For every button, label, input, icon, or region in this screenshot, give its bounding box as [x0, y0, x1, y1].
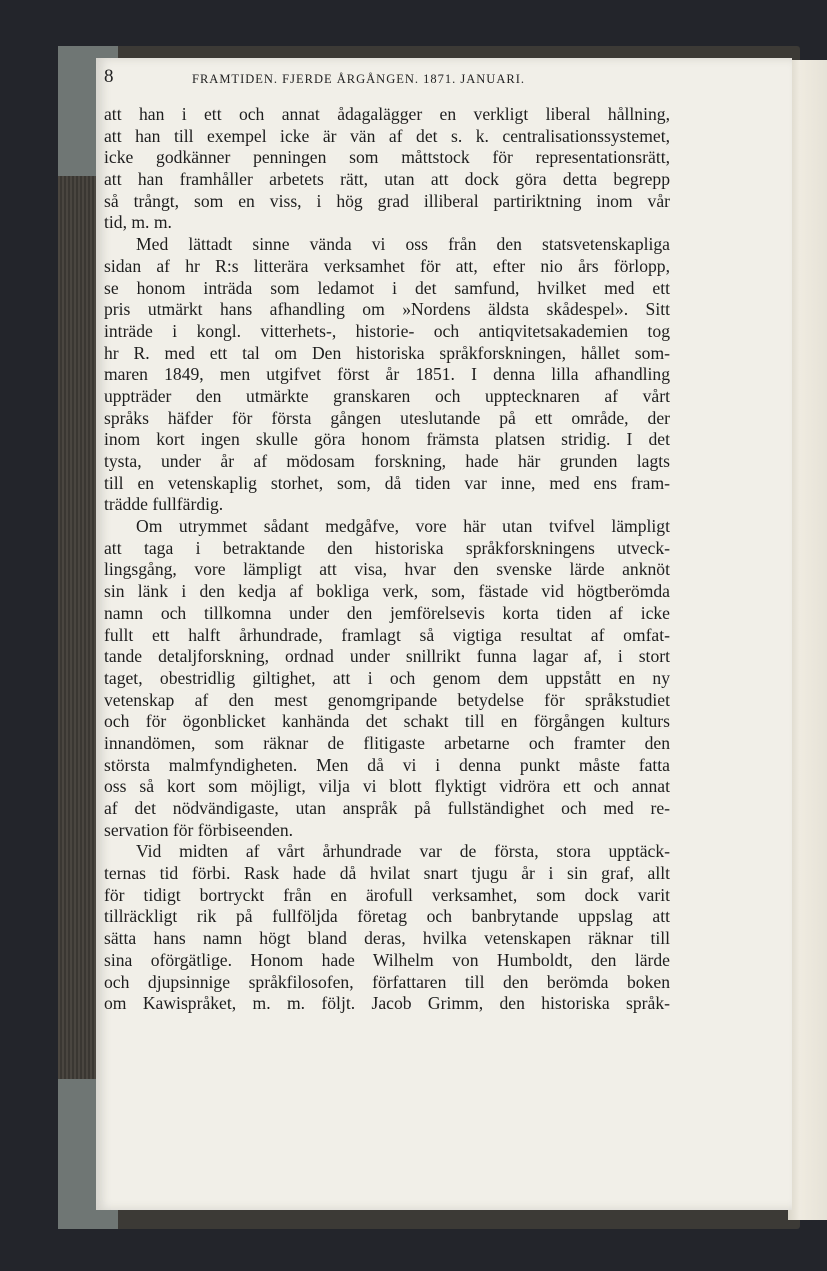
text-line: hr R. med ett tal om Den historiska språkforskningen, hållet som- [104, 342, 670, 363]
text-line: sina oförgätlige. Honom hade Wilhelm von Humboldt, den lärde [104, 949, 670, 970]
text-line: tid, m. m. [104, 212, 172, 233]
text-line: trädde fullfärdig. [104, 494, 224, 515]
text-line: namn och tillkomna under den jemförelsevis korta tiden af icke [104, 602, 670, 623]
text-line: maren 1849, men utgifvet först år 1851. I denna lilla afhandling [104, 364, 670, 385]
text-line: servation för förbiseenden. [104, 819, 294, 840]
text-line: af det nödvändigaste, utan anspråk på fullständighet och med re- [104, 798, 670, 818]
cover-edge [58, 46, 98, 1229]
text-line: så trångt, som en viss, i hög grad illiberal partiriktning inom vår [104, 190, 670, 211]
text-line: vetenskap af den mest genomgripande betydelse för språkstudiet [104, 689, 670, 710]
running-head: FRAMTIDEN. FJERDE ÅRGÅNGEN. 1871. JANUARI. [192, 72, 525, 86]
text-line: för tidigt bortryckt från en ärofull verksamhet, som dock varit [104, 884, 670, 905]
text-line: oss så kort som möjligt, vilja vi blott flyktigt vidröra ett och annat [104, 776, 670, 797]
text-line: sin länk i den kedja af bokliga verk, som, fästade vid högtberömda [104, 581, 670, 602]
text-line: inträde i kongl. vitterhets-, historie- och antiqvitetsakademien tog [104, 320, 670, 341]
text-line: tande detaljforskning, ordnad under snillrikt funna lagar af, i stort [104, 646, 670, 667]
text-line: innandömen, som räknar de flitigaste arbetarne och framter den [104, 732, 670, 753]
text-line: pris utmärkt hans afhandling om »Nordens äldsta skådespel». Sitt [104, 299, 670, 320]
text-line: Om utrymmet sådant medgåfve, vore här utan tvifvel lämpligt [136, 516, 670, 537]
text-line: att taga i betraktande den historiska språkforskningens utveck- [104, 537, 670, 558]
page-number: 8 [104, 66, 114, 87]
text-line: största malmfyndigheten. Men då vi i denna punkt måste fatta [104, 754, 670, 775]
text-line: om Kawispråket, m. m. följt. Jacob Grimm, den historiska språk- [104, 993, 670, 1014]
text-line: tysta, under år af mödosam forskning, hade här grunden lagts [104, 451, 670, 471]
text-line: uppträder den utmärkte granskaren och upptecknaren af vårt [104, 385, 670, 406]
text-line: att han till exempel icke är vän af det s. k. centralisationssystemet, [104, 125, 670, 146]
text-line: att han i ett och annat ådagalägger en verkligt liberal hållning, [104, 104, 670, 124]
text-line: sätta hans namn högt bland deras, hvilka vetenskapen räknar till [104, 928, 670, 949]
text-line: Vid midten af vårt århundrade var de första, stora upptäck- [136, 841, 670, 862]
text-line: ternas tid förbi. Rask hade då hvilat snart tjugu år i sin graf, allt [104, 863, 670, 884]
text-line: fullt ett halft århundrade, framlagt så vigtiga resultat af omfat- [104, 624, 670, 645]
text-line: och för ögonblicket kanhända det schakt till en förgången kulturs [104, 711, 670, 732]
text-line: till en vetenskaplig storhet, som, då tiden var inne, med ens fram- [104, 472, 670, 493]
page-stack-edge [788, 60, 827, 1220]
text-line: se honom inträda som ledamot i det samfund, hvilket med ett [104, 277, 670, 298]
text-line: inom kort ingen skulle göra honom främsta platsen stridig. I det [104, 429, 670, 450]
text-line: Med lättadt sinne vända vi oss från den statsvetenskapliga [136, 234, 670, 255]
text-line: taget, obestridlig giltighet, att i och genom dem uppstått en ny [104, 667, 670, 688]
text-line: lingsgång, vore lämpligt att visa, hvar den svenske lärde anknöt [104, 559, 670, 580]
text-line: och djupsinnige språkfilosofen, författaren till den berömda boken [104, 971, 670, 992]
text-line: sidan af hr R:s litterära verksamhet för att, efter nio års förlopp, [104, 255, 670, 276]
body-text [104, 104, 670, 1015]
text-line: att han framhåller arbetets rätt, utan att dock göra detta begrepp [104, 169, 670, 190]
text-line: icke godkänner penningen som måttstock för representationsrätt, [104, 147, 670, 168]
text-line: språks häfder för första gången uteslutande på ett område, der [104, 407, 670, 428]
text-line: tillräckligt rik på fullföljda företag och banbrytande uppslag att [104, 906, 670, 927]
